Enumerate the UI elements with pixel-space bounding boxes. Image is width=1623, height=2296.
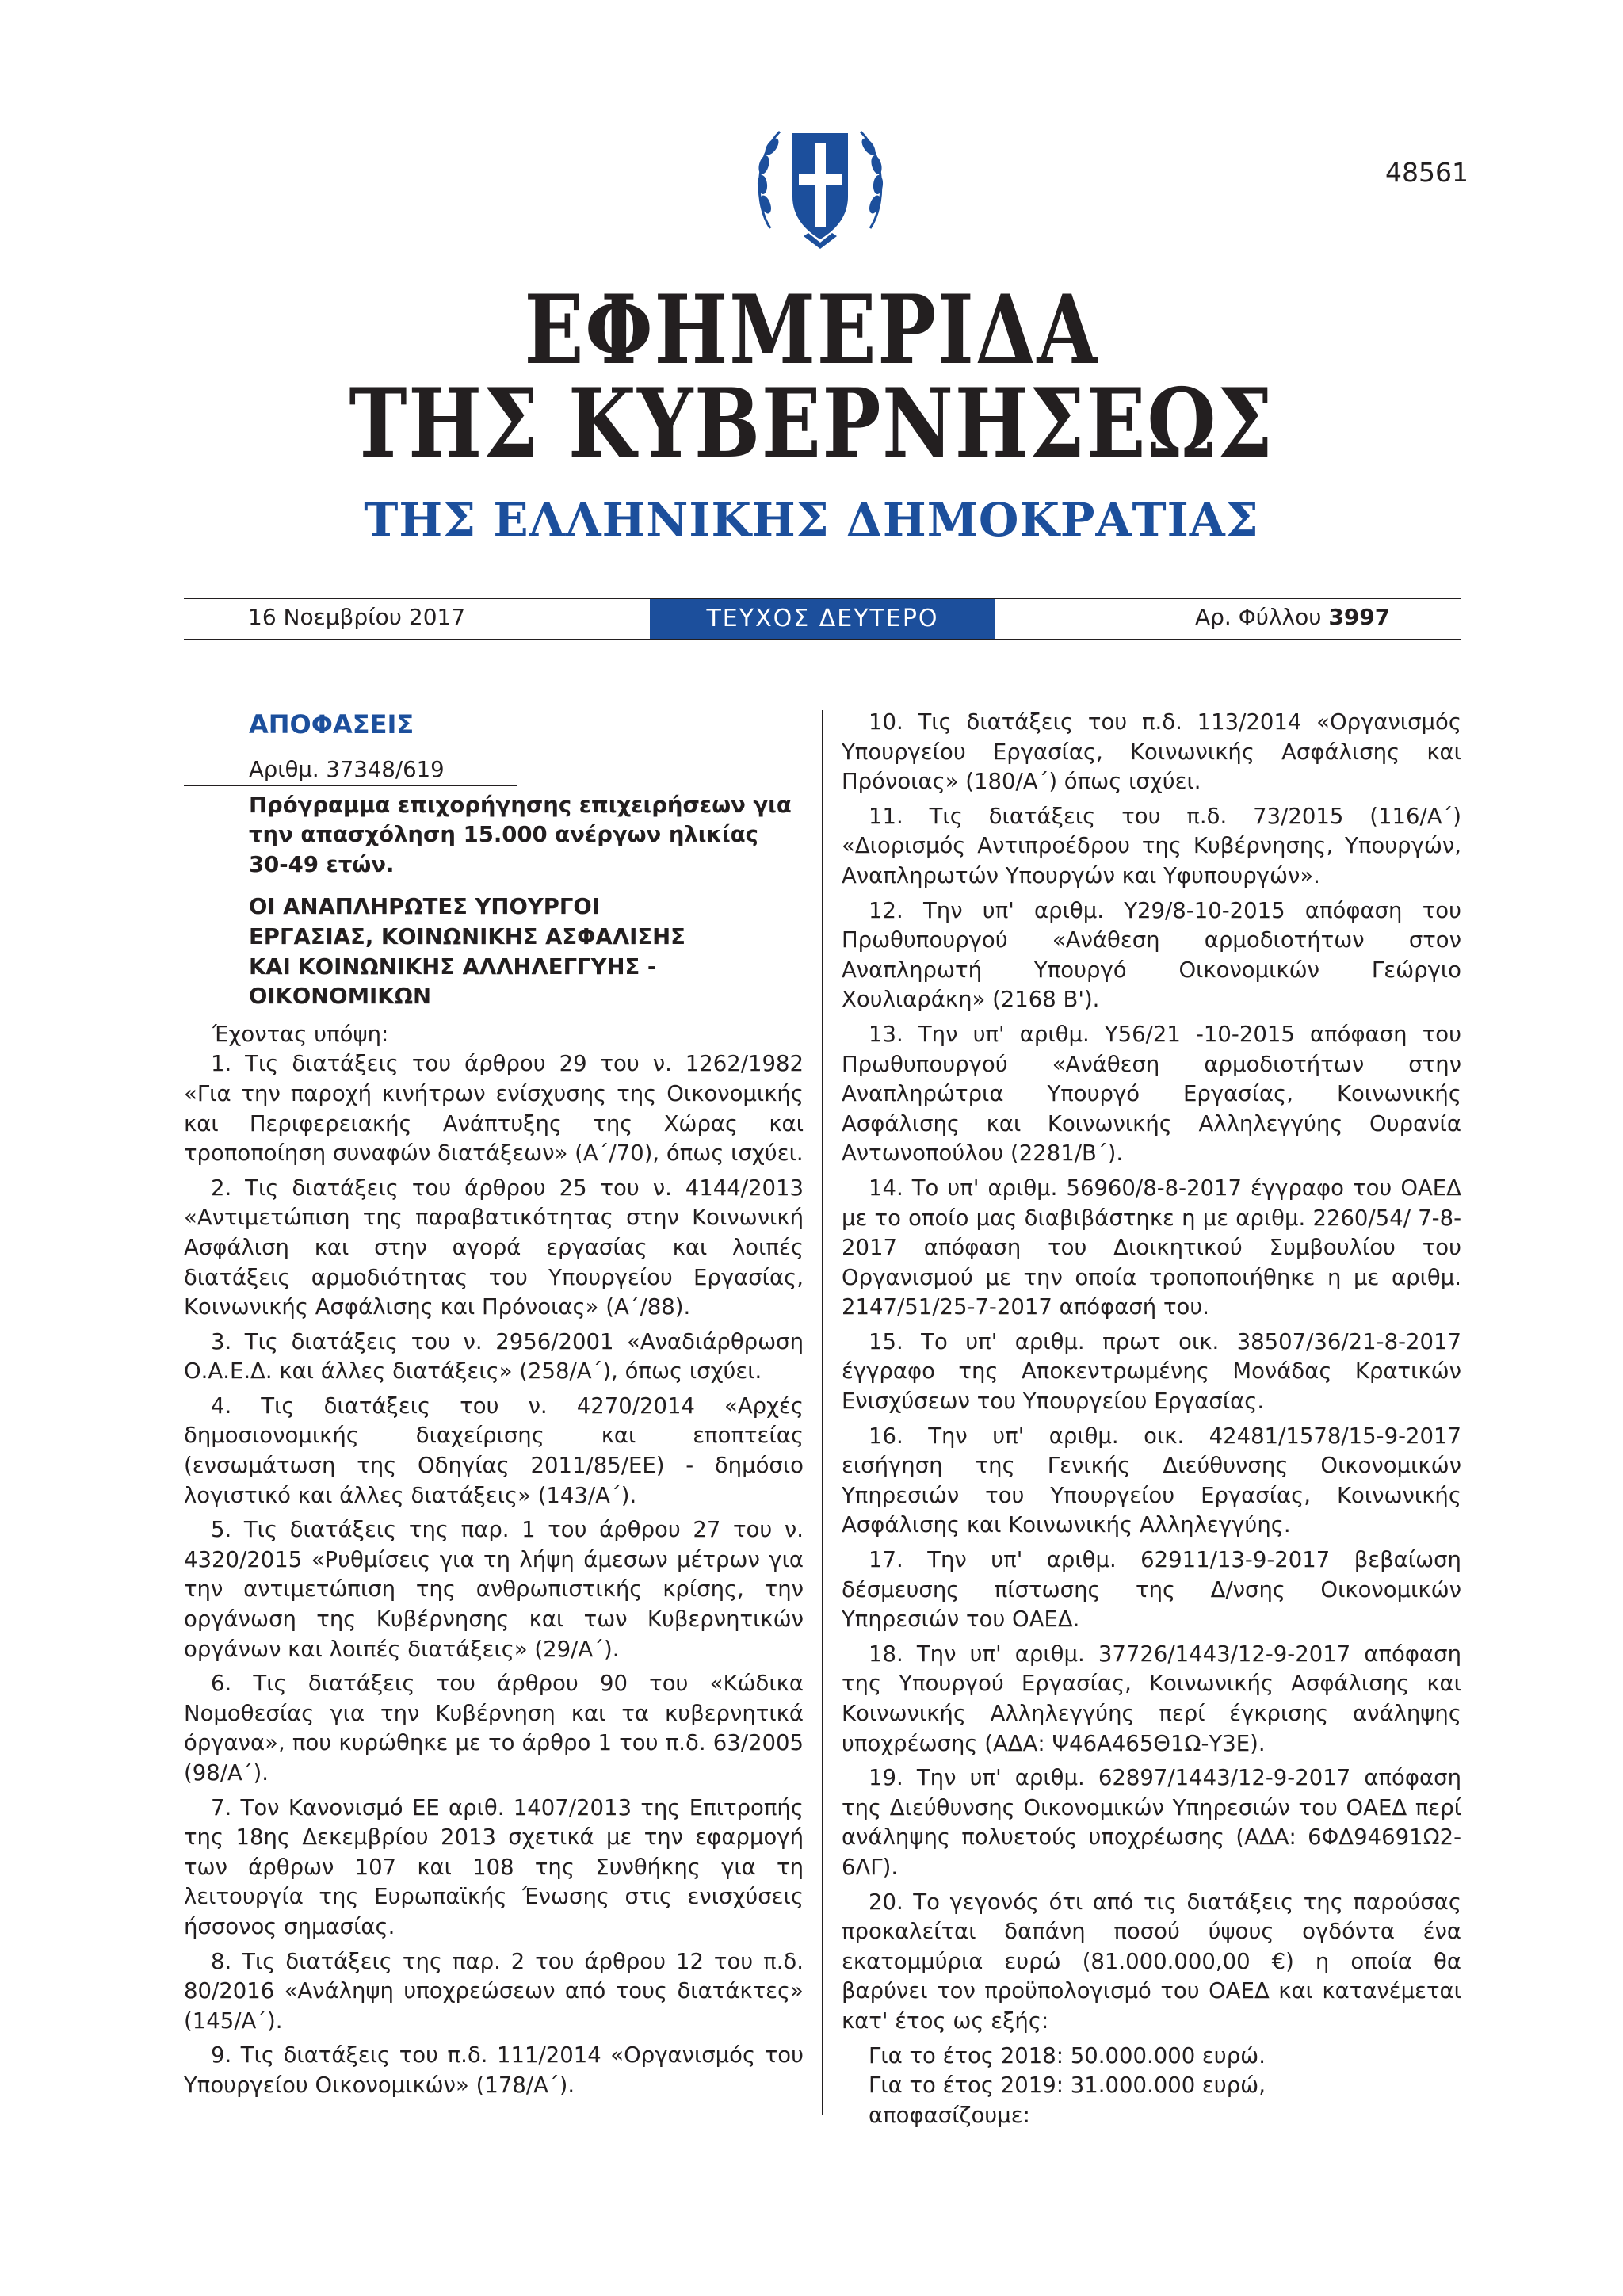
left-column bbox=[184, 708, 804, 2106]
recital-paragraph: 20. Το γεγονός ότι από τις διατάξεις της παρούσας προκαλείται δαπάνη ποσού ύψους ογδόντα ένα εκατομμύρια ευρώ (81.000.000,00 €) η οποία θα βαρύνει τον προϋπολογισμό του ΟΑΕΔ και κατανέμεται κατ' έτος ως εξής: bbox=[842, 1889, 1461, 2034]
recital-paragraph: 17. Την υπ' αριθμ. 62911/13-9-2017 βεβαίωση δέσμευσης πίστωσης της Δ/νσης Οικονομικών Υπηρεσιών του ΟΑΕΔ. bbox=[842, 1547, 1461, 1633]
budget-2019: Για το έτος 2019: 31.000.000 ευρώ, bbox=[869, 2073, 1266, 2099]
recital-paragraph: 7. Τον Κανονισμό ΕΕ αριθ. 1407/2013 της Επιτροπής της 18ης Δεκεμβρίου 2013 σχετικά με την εφαρμογή των άρθρων 107 και 108 της Συνθήκης για τη λειτουργία της Ευρωπαϊκής Ένωσης στις ενισχύσεις ήσσονος σημασίας. bbox=[184, 1794, 804, 1939]
sheet-label: Αρ. Φύλλου bbox=[1195, 604, 1322, 630]
recital-paragraph: 9. Τις διατάξεις του π.δ. 111/2014 «Οργανισμός του Υπουργείου Οικονομικών» (178/Α΄). bbox=[184, 2042, 804, 2098]
considering-intro: Έχοντας υπόψη: bbox=[212, 1021, 389, 1047]
ministers-line: ΚΑΙ ΚΟΙΝΩΝΙΚΗΣ ΑΛΛΗΛΕΓΓΥΗΣ - bbox=[249, 953, 657, 980]
issue-type-badge: ΤΕΥΧΟΣ ΔΕΥΤΕΡΟ bbox=[650, 599, 995, 639]
decision-number: Αριθμ. 37348/619 bbox=[184, 755, 517, 786]
section-heading: ΑΠΟΦΑΣΕΙΣ bbox=[249, 709, 414, 739]
ministers-line: ΕΡΓΑΣΙΑΣ, ΚΟΙΝΩΝΙΚΗΣ ΑΣΦΑΛΙΣΗΣ bbox=[249, 923, 685, 949]
recital-paragraph: 1. Τις διατάξεις του άρθρου 29 του ν. 1262/1982 «Για την παροχή κινήτρων ενίσχυσης της Οικονομικής και Περιφερειακής Ανάπτυξης της Χώρας και τροποποίηση συναφών διατάξεων» (Α΄/70), όπως ισχύει. bbox=[184, 1051, 804, 1167]
newspaper-title-line2: ΤΗΣ ΚΥΒΕΡΝΗΣΕΩΣ bbox=[349, 368, 1274, 479]
column-divider bbox=[822, 710, 823, 2115]
right-column bbox=[842, 708, 1461, 2130]
decide-statement: αποφασίζουμε: bbox=[869, 2102, 1030, 2128]
newspaper-subtitle: ΤΗΣ ΕΛΛΗΝΙΚΗΣ ΔΗΜΟΚΡΑΤΙΑΣ bbox=[364, 493, 1259, 547]
ministers-line: ΟΙΚΟΝΟΜΙΚΩΝ bbox=[249, 984, 431, 1010]
recital-paragraph: 6. Τις διατάξεις του άρθρου 90 του «Κώδικα Νομοθεσίας για την Κυβέρνηση και τα κυβερνητικά όργανα», που κυρώθηκε με το άρθρο 1 του π.δ. 63/2005 (98/Α΄). bbox=[184, 1671, 804, 1786]
recital-paragraph: 19. Την υπ' αριθμ. 62897/1443/12-9-2017 απόφαση της Διεύθυνσης Οικονομικών Υπηρεσιών του ΟΑΕΔ περί ανάληψης πολυετούς υποχρέωσης (ΑΔΑ: 6ΦΔ94691Ω2-6ΛΓ). bbox=[842, 1765, 1461, 1880]
header-bottom-rule bbox=[184, 639, 1461, 640]
sheet-number-value: 3997 bbox=[1328, 604, 1391, 630]
recital-paragraph: 2. Τις διατάξεις του άρθρου 25 του ν. 4144/2013 «Αντιμετώπιση της παραβατικότητας στην Κοινωνική Ασφάλιση και στην αγορά εργασίας και λοιπές διατάξεις αρμοδιότητας του Υπουργείου Εργασίας, Κοινωνικής Ασφάλισης και Πρόνοιας» (Α΄/88). bbox=[184, 1175, 804, 1320]
page-number: 48561 bbox=[1385, 157, 1468, 188]
recital-paragraph: 15. Το υπ' αριθμ. πρωτ οικ. 38507/36/21-8-2017 έγγραφο της Αποκεντρωμένης Μονάδας Κρατικών Ενισχύσεων του Υπουργείου Εργασίας. bbox=[842, 1328, 1461, 1415]
recital-paragraph: 14. Το υπ' αριθμ. 56960/8-8-2017 έγγραφο του ΟΑΕΔ με το οποίο μας διαβιβάστηκε η με αριθμ. 2260/54/ 7-8-2017 απόφαση του Διοικητικού Συμβουλίου του Οργανισμού με την οποία τροποποιήθηκε η με αριθμ. 2147/51/25-7-2017 απόφασή του. bbox=[842, 1175, 1461, 1320]
decision-subject: Πρόγραμμα επιχορήγησης επιχειρήσεων για την απασχόληση 15.000 ανέργων ηλικίας 30-49 ετών. bbox=[249, 792, 792, 877]
recital-paragraph: 12. Την υπ' αριθμ. Υ29/8-10-2015 απόφαση του Πρωθυπουργού «Ανάθεση αρμοδιοτήτων στον Αναπληρωτή Υπουργό Οικονομικών Γεώργιο Χουλιαράκη» (2168 Β'). bbox=[842, 897, 1461, 1013]
recital-paragraph: 4. Τις διατάξεις του ν. 4270/2014 «Αρχές δημοσιονομικής διαχείρισης και εποπτείας (ενσωμάτωση της Οδηγίας 2011/85/ΕΕ) - δημόσιο λογιστικό και άλλες διατάξεις» (143/Α΄). bbox=[184, 1392, 804, 1508]
recital-paragraph: 10. Τις διατάξεις του π.δ. 113/2014 «Οργανισμός Υπουργείου Εργασίας, Κοινωνικής Ασφάλισης και Πρόνοιας» (180/Α΄) όπως ισχύει. bbox=[842, 709, 1461, 795]
ministers-heading bbox=[184, 892, 804, 1011]
recital-paragraph: 8. Τις διατάξεις της παρ. 2 του άρθρου 12 του π.δ. 80/2016 «Ανάληψη υποχρεώσεων από τους διατάκτες» (145/Α΄). bbox=[184, 1948, 804, 2034]
recital-paragraph: 13. Την υπ' αριθμ. Υ56/21 -10-2015 απόφαση του Πρωθυπουργού «Ανάθεση αρμοδιοτήτων στην Αναπληρώτρια Υπουργό Εργασίας, Κοινωνικής Ασφάλισης και Κοινωνικής Αλληλεγγύης Ουρανία Αντωνοπούλου (2281/Β΄). bbox=[842, 1021, 1461, 1167]
ministers-line: ΟΙ ΑΝΑΠΛΗΡΩΤΕΣ ΥΠΟΥΡΓΟΙ bbox=[249, 894, 601, 920]
issue-date: 16 Νοεμβρίου 2017 bbox=[248, 604, 466, 630]
greek-coat-of-arms-icon bbox=[748, 109, 892, 254]
budget-2018: Για το έτος 2018: 50.000.000 ευρώ. bbox=[869, 2042, 1266, 2069]
recital-paragraph: 18. Την υπ' αριθμ. 37726/1443/12-9-2017 απόφαση της Υπουργού Εργασίας, Κοινωνικής Ασφάλισης και Κοινωνικής Αλληλεγγύης περί έγκρισης ανάληψης υποχρέωσης (ΑΔΑ: Ψ46Α465Θ1Ω-Υ3Ε). bbox=[842, 1641, 1461, 1756]
recital-paragraph: 3. Τις διατάξεις του ν. 2956/2001 «Αναδιάρθρωση Ο.Α.Ε.Δ. και άλλες διατάξεις» (258/Α΄), όπως ισχύει. bbox=[184, 1328, 804, 1385]
recital-paragraph: 16. Την υπ' αριθμ. οικ. 42481/1578/15-9-2017 εισήγηση της Γενικής Διεύθυνσης Οικονομικών Υπηρεσιών του Υπουργείου Εργασίας, Κοινωνικής Ασφάλισης και Κοινωνικής Αλληλεγγύης. bbox=[842, 1423, 1461, 1538]
recital-paragraph: 5. Τις διατάξεις της παρ. 1 του άρθρου 27 του ν. 4320/2015 «Ρυθμίσεις για τη λήψη άμεσων μέτρων για την αντιμετώπιση της ανθρωπιστικής κρίσης, την οργάνωση της Κυβέρνησης και των Κυβερνητικών οργάνων και λοιπές διατάξεις» (29/Α΄). bbox=[184, 1517, 804, 1662]
recital-paragraph: 11. Τις διατάξεις του π.δ. 73/2015 (116/Α΄) «Διορισμός Αντιπροέδρου της Κυβέρνησης, Υπουργών, Αναπληρωτών Υπουργών και Υφυπουργών». bbox=[842, 803, 1461, 888]
newspaper-title-line1: ΕΦΗΜΕΡΙΔΑ bbox=[524, 274, 1099, 386]
sheet-number bbox=[1195, 604, 1390, 630]
